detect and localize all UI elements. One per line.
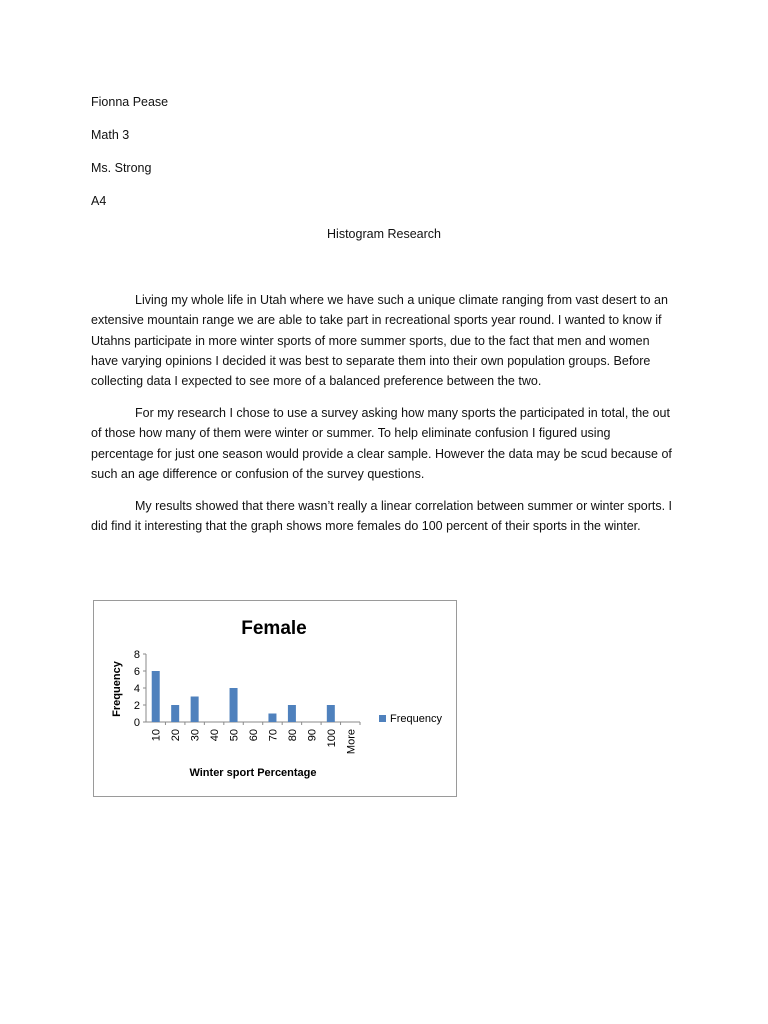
x-tick-label: 100 [325, 729, 338, 748]
x-tick-label: 20 [170, 729, 183, 742]
x-tick-label: 60 [248, 729, 260, 742]
paragraph-method: For my research I chose to use a survey asking how many sports the participated in total, the out of those how many of them were winter or summer. To help eliminate confusion I figured using percentage for just one season would provide a clear sample. However the data may be scud because of such an age difference or confusion of the survey questions. [91, 406, 672, 481]
bar-10 [152, 671, 160, 722]
y-tick-label: 2 [133, 700, 140, 712]
legend [379, 713, 442, 725]
x-tick-label: More [345, 729, 358, 755]
x-tick-label: 40 [209, 729, 222, 742]
bar-70 [268, 714, 276, 723]
x-tick-label: 10 [150, 729, 163, 742]
chart-title: Female [241, 618, 307, 639]
paragraph-results: My results showed that there wasn’t really a linear correlation between summer or winter sports. I did find it interesting that the graph shows more females do 100 percent of their sports in the winter. [91, 499, 673, 534]
x-tick-label: 50 [228, 729, 241, 742]
class-period: A4 [91, 194, 107, 208]
x-tick-label: 30 [189, 729, 202, 742]
histogram-chart [93, 600, 457, 797]
paragraph-intro: Living my whole life in Utah where we have such a unique climate ranging from vast desert to an extensive mountain range we are able to take part in recreational sports year round. I wanted to know if Utahns participate in more winter sports of more summer sports, due to the fact that men and women have varying opinions I decided it was best to separate them into their own population groups. Before collecting data I expected to see more of a balanced preference between the two. [91, 293, 668, 389]
teacher-name: Ms. Strong [91, 161, 152, 175]
bar-80 [288, 705, 296, 722]
bar-20 [171, 705, 179, 722]
histogram-svg [94, 601, 456, 796]
x-tick-label: 80 [286, 729, 299, 742]
y-axis-label: Frequency [111, 661, 123, 717]
x-tick-label: 90 [306, 729, 319, 742]
y-tick-label: 8 [133, 649, 140, 661]
y-tick-label: 6 [133, 666, 140, 678]
plot-area [134, 649, 360, 754]
document-title: Histogram Research [327, 227, 441, 241]
y-tick-label: 4 [133, 683, 140, 695]
bar-50 [230, 688, 238, 722]
x-tick-label: 70 [267, 729, 280, 742]
x-axis-label: Winter sport Percentage [189, 767, 317, 779]
bar-100 [327, 705, 335, 722]
legend-label: Frequency [390, 713, 442, 725]
legend-swatch [379, 715, 386, 722]
course-name: Math 3 [91, 128, 130, 142]
student-name: Fionna Pease [91, 95, 169, 109]
y-tick-label: 0 [133, 717, 140, 729]
bar-30 [191, 697, 199, 723]
